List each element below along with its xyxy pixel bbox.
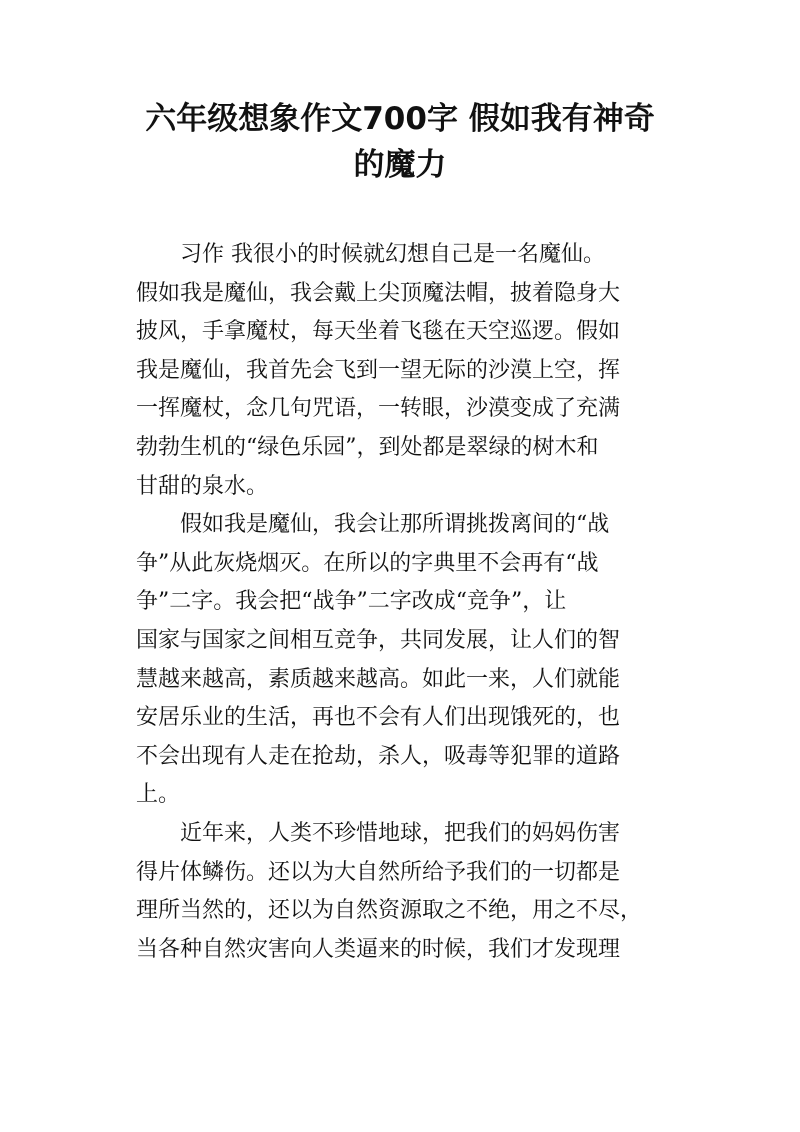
text-line: 我是魔仙，我首先会飞到一望无际的沙漠上空，挥 (136, 357, 621, 383)
page-title (100, 96, 700, 188)
text-line: 当各种自然灾害向人类逼来的时候，我们才发现理 (136, 936, 621, 962)
text-line: 得片体鳞伤。还以为大自然所给予我们的一切都是 (136, 859, 621, 885)
text-line: 争”从此灰烧烟灭。在所以的字典里不会再有“战 (136, 550, 599, 576)
text-line: 习作 我很小的时候就幻想自己是一名魔仙。 (180, 242, 605, 267)
title-line-2: 的魔力 (353, 147, 447, 183)
title-line-1: 六年级想象作文700字 假如我有神奇 (145, 101, 655, 137)
text-line: 争”二字。我会把“战争”二字改成“竞争”，让 (136, 589, 567, 615)
text-line: 假如我是魔仙，我会让那所谓挑拨离间的“战 (180, 512, 610, 538)
text-line: 国家与国家之间相互竞争，共同发展，让人们的智 (136, 627, 621, 653)
text-line: 不会出现有人走在抢劫，杀人，吸毒等犯罪的道路 (136, 743, 621, 769)
text-line: 甘甜的泉水。 (136, 473, 269, 499)
text-line: 勃勃生机的“绿色乐园”，到处都是翠绿的树木和 (136, 434, 599, 460)
text-line: 披风，手拿魔杖，每天坐着飞毯在天空巡逻。假如 (136, 319, 621, 345)
text-line: 近年来，人类不珍惜地球，把我们的妈妈伤害 (180, 820, 621, 846)
text-line: 慧越来越高，素质越来越高。如此一来，人们就能 (136, 666, 621, 692)
text-line: 安居乐业的生活，再也不会有人们出现饿死的，也 (136, 705, 621, 731)
text-line: 理所当然的，还以为自然资源取之不绝，用之不尽， (136, 898, 643, 924)
paragraph-1 (136, 236, 676, 506)
paragraph-2 (136, 506, 676, 815)
text-line: 假如我是魔仙，我会戴上尖顶魔法帽，披着隐身大 (136, 280, 621, 306)
article-body (136, 236, 676, 969)
text-line: 一挥魔杖，念几句咒语，一转眼，沙漠变成了充满 (136, 396, 621, 422)
paragraph-3 (136, 815, 676, 969)
text-line: 上。 (136, 782, 181, 808)
